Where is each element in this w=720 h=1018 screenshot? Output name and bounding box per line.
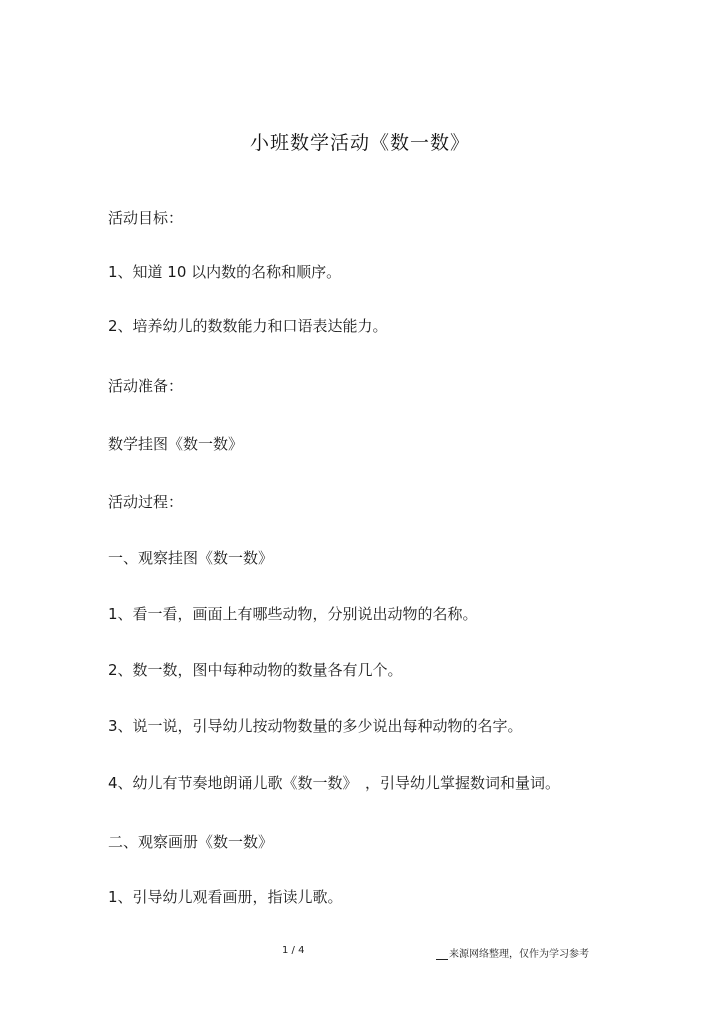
process-part-2-step-1: 1、引导幼儿观看画册，指读儿歌。 (108, 888, 343, 906)
footer-underline (436, 949, 448, 960)
goal-item-2: 2、培养幼儿的数数能力和口语表达能力。 (108, 317, 388, 335)
page-number: 1 / 4 (282, 945, 305, 956)
process-step-4: 4、幼儿有节奏地朗诵儿歌《数一数》 ，引导幼儿掌握数词和量词。 (108, 774, 561, 792)
process-part-2-heading: 二、观察画册《数一数》 (108, 833, 274, 851)
section-heading-goals: 活动目标： (108, 209, 184, 227)
process-step-1: 1、看一看，画面上有哪些动物，分别说出动物的名称。 (108, 605, 478, 623)
goal-item-1: 1、知道 10 以内数的名称和顺序。 (108, 263, 342, 281)
process-part-1-heading: 一、观察挂图《数一数》 (108, 549, 274, 567)
footer-note-text: 来源网络整理，仅作为学习参考 (449, 949, 589, 960)
footer-note (436, 945, 589, 960)
process-step-3: 3、说一说，引导幼儿按动物数量的多少说出每种动物的名字。 (108, 717, 523, 735)
process-step-2: 2、数一数，图中每种动物的数量各有几个。 (108, 661, 403, 679)
page-title: 小班数学活动《数一数》 (249, 132, 470, 154)
preparation-item: 数学挂图《数一数》 (108, 435, 244, 453)
section-heading-process: 活动过程： (108, 493, 184, 511)
section-heading-preparation: 活动准备： (108, 377, 184, 395)
